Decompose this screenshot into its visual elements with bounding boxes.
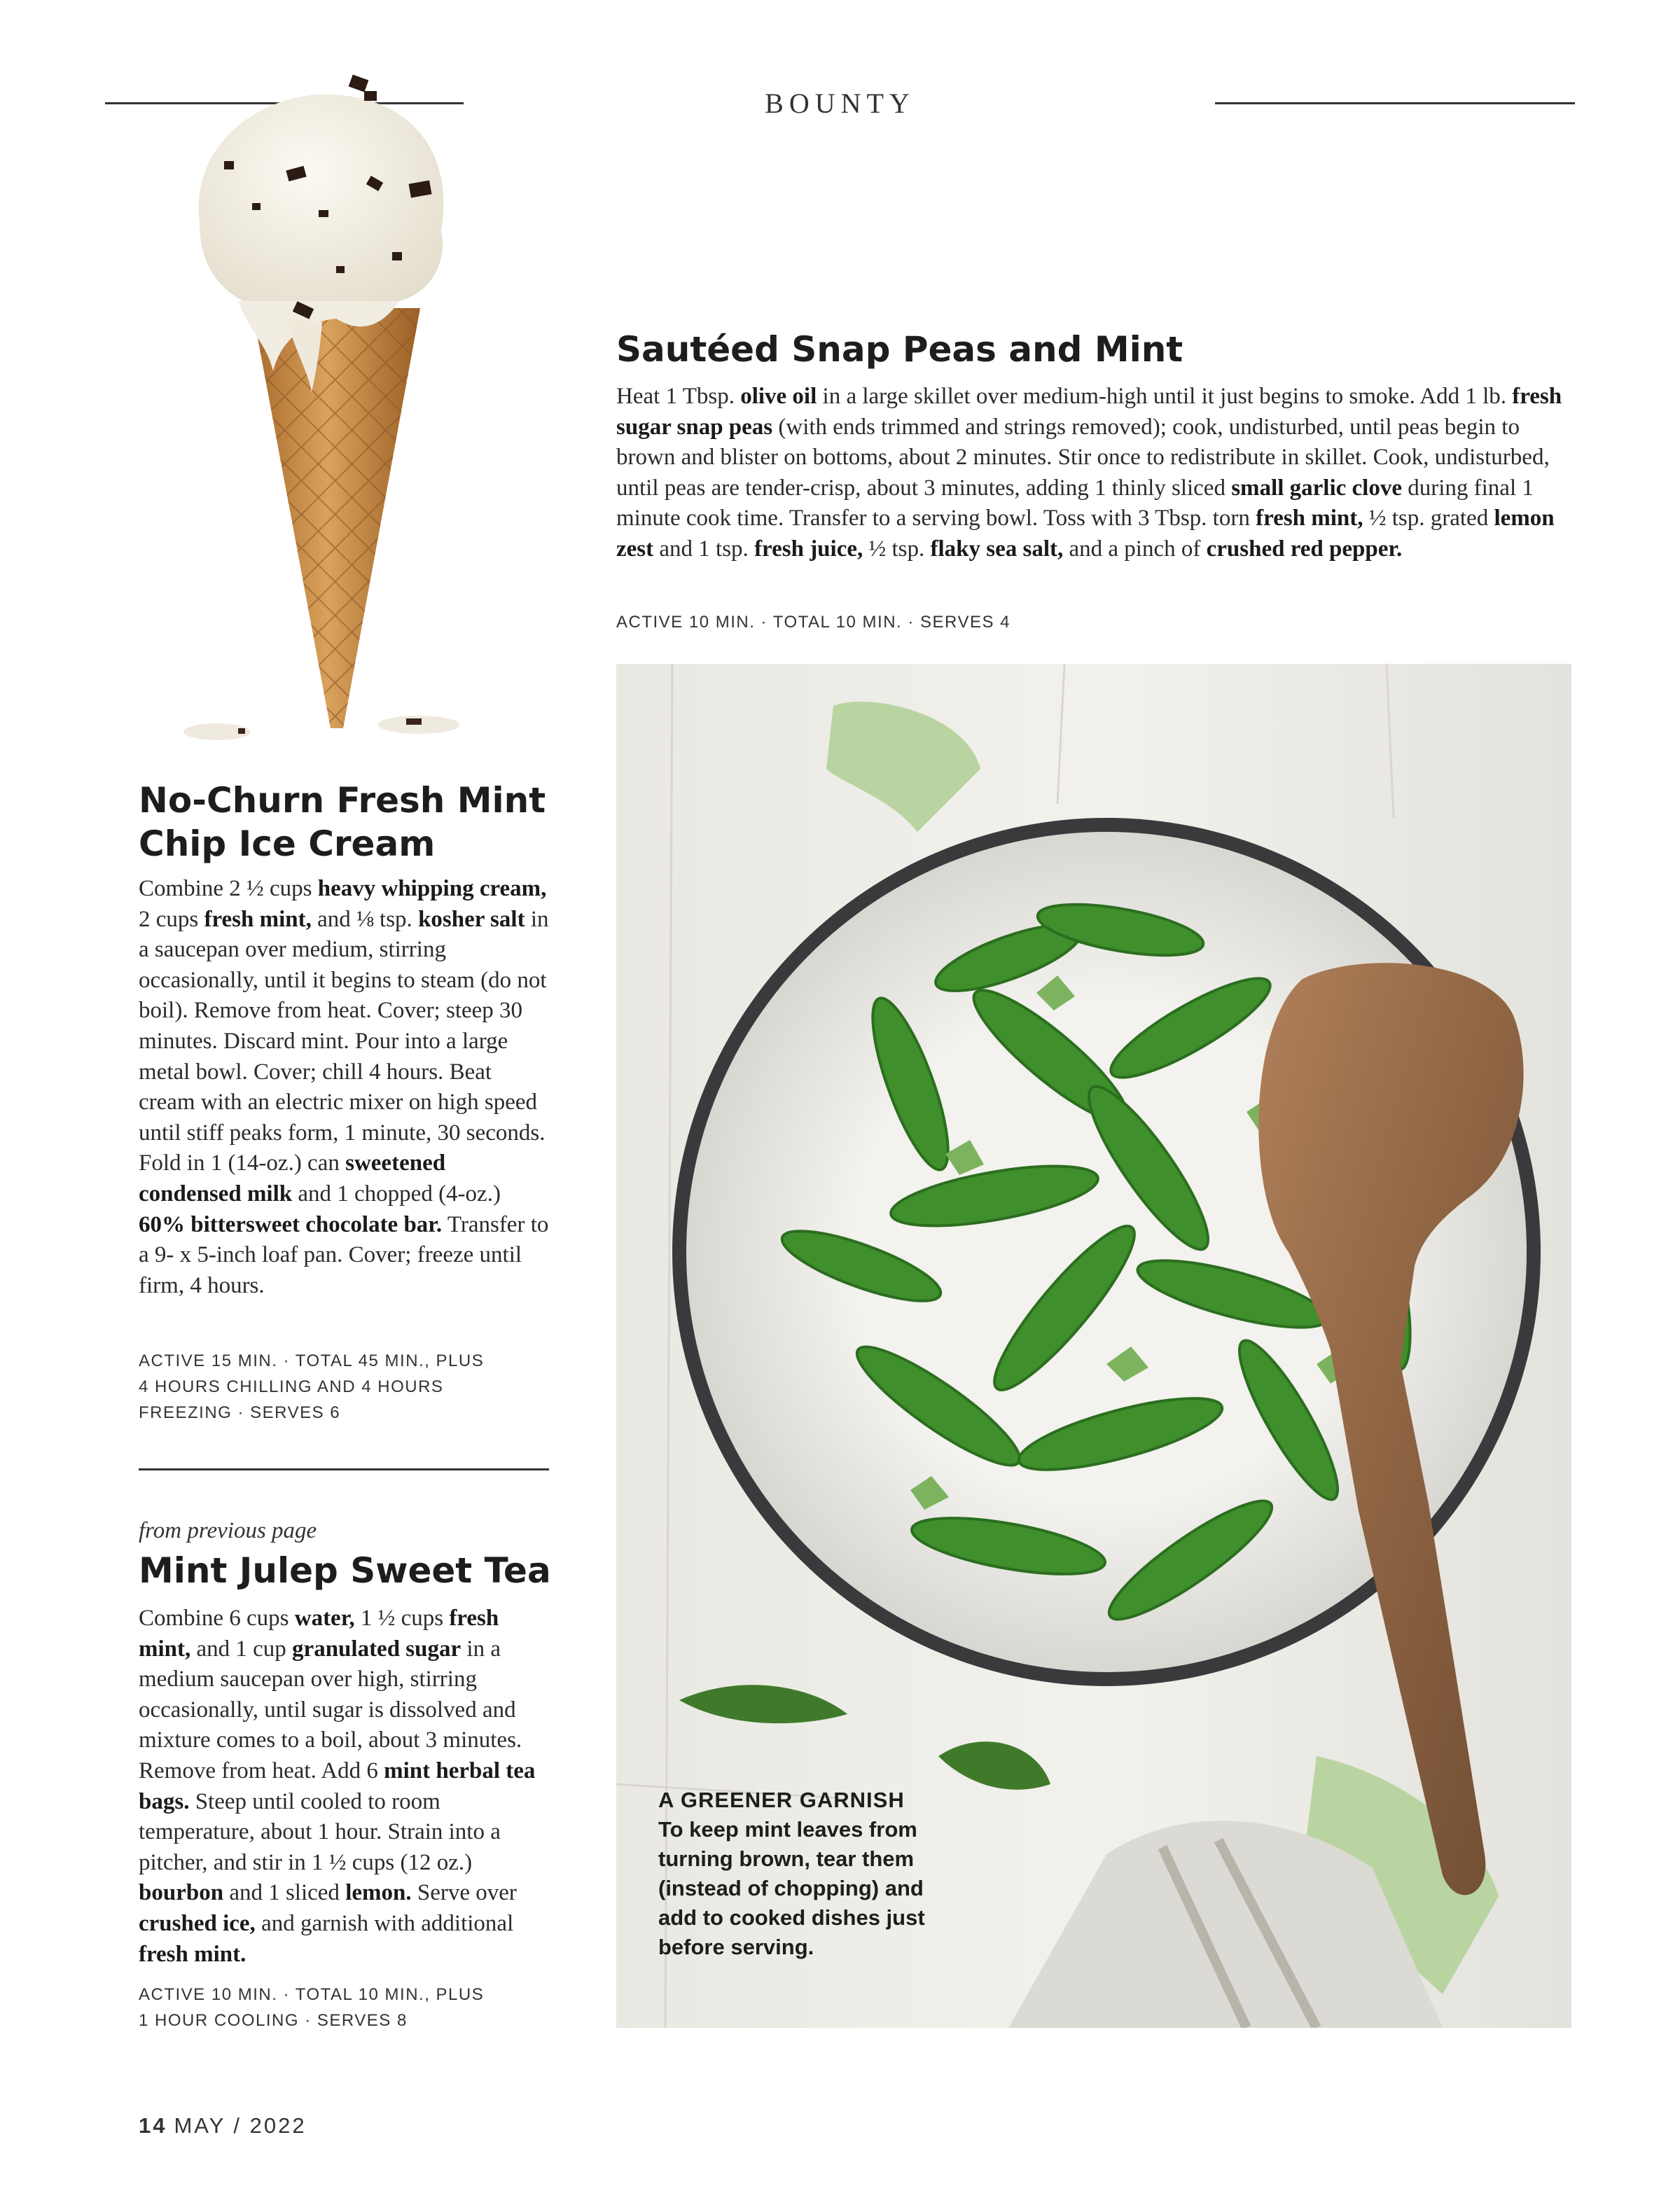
meta-line: ACTIVE 10 MIN. · TOTAL 10 MIN., PLUS [139,1985,485,2004]
ingredient-highlight: bourbon [139,1880,224,1906]
snap-peas-meta: ACTIVE 10 MIN. · TOTAL 10 MIN. · SERVES 4 [616,613,1011,632]
ingredient-highlight: water, [294,1606,355,1631]
meta-line: 4 HOURS CHILLING AND 4 HOURS [139,1377,444,1396]
sweet-tea-meta [139,1982,559,2033]
ingredient-highlight: sweetened condensed milk [139,1150,446,1206]
meta-line: 1 HOUR COOLING · SERVES 8 [139,2011,408,2030]
ingredient-highlight: crushed red pepper. [1206,536,1403,562]
ice-cream-body: Combine 2 ½ cups heavy whipping cream, 2 cups fresh mint, and ⅛ tsp. kosher salt in a saucepan over medium, stirring occasionally, until it begins to steam (do not boil). Remove from heat. Cover; steep 30 minutes. Discard mint. Pour into a large metal bowl. Cover; chill 4 hours. Beat cream with an electric mixer on high speed until stiff peaks form, 1 minute, 30 seconds. Fold in 1 (14-oz.) can sweetened condensed milk and 1 chopped (4-oz.) 60% bittersweet chocolate bar. Transfer to a 9- x 5-inch loaf pan. Cover; freeze until firm, 4 hours. [139,876,549,1298]
ingredient-highlight: small garlic clove [1231,475,1402,501]
ingredient-highlight: 60% bittersweet chocolate bar. [139,1211,443,1237]
snap-peas-title: Sautéed Snap Peas and Mint [616,329,1183,370]
sweet-tea-body: Combine 6 cups water, 1 ½ cups fresh mint, and 1 cup granulated sugar in a medium saucepan over high, stirring occasionally, until sugar is dissolved and mixture comes to a boil, about 3 minutes. Remove from heat. Add 6 mint herbal tea bags. Steep until cooled to room temperature, about 1 hour. Strain into a pitcher, and stir in 1 ½ cups (12 oz.) bourbon and 1 sliced lemon. Serve over crushed ice, and garnish with additional fresh mint. [139,1606,536,1967]
meta-line: FREEZING · SERVES 6 [139,1403,341,1422]
issue-date: MAY / 2022 [174,2113,307,2138]
ingredient-highlight: lemon. [345,1880,412,1906]
sweet-tea-kicker: from previous page [139,1518,317,1543]
ice-cream-cone-image [133,42,497,749]
ingredient-highlight: heavy whipping cream, [317,876,547,901]
section-divider [139,1468,549,1470]
ingredient-highlight: kosher salt [418,906,525,932]
ingredient-highlight: fresh mint, [204,906,312,932]
caption-text: To keep mint leaves from turning brown, tear them (instead of chopping) and add to cooked dishes just before serving. [658,1817,925,1959]
ingredient-highlight: fresh sugar snap peas [616,384,1562,440]
ingredient-highlight: flaky sea salt, [930,536,1064,562]
page-number: 14 [139,2113,167,2138]
caption-heading: A GREENER GARNISH [658,1788,905,1812]
ingredient-highlight: olive oil [740,384,817,409]
page-folio [139,2113,307,2138]
ingredient-highlight: fresh mint, [139,1606,499,1662]
ice-cream-meta [139,1348,559,1426]
meta-line: ACTIVE 15 MIN. · TOTAL 45 MIN., PLUS [139,1351,485,1370]
ingredient-highlight: fresh mint. [139,1941,247,1967]
garnish-tip-caption [658,1786,931,1962]
ingredient-highlight: lemon zest [616,506,1555,562]
ingredient-highlight: fresh mint, [1256,506,1363,531]
ingredient-highlight: mint herbal tea bags. [139,1758,536,1814]
snap-peas-body: Heat 1 Tbsp. olive oil in a large skillet over medium-high until it just begins to smoke. Add 1 lb. fresh sugar snap peas (with ends trimmed and strings removed); cook, undisturbed, until peas begin to brown and blister on bottoms, about 2 minutes. Stir once to redistribute in skillet. Cook, undisturbed, until peas are tender-crisp, about 3 minutes, adding 1 thinly sliced small garlic clove during final 1 minute cook time. Transfer to a serving bowl. Toss with 3 Tbsp. torn fresh mint, ½ tsp. grated lemon zest and 1 tsp. fresh juice, ½ tsp. flaky sea salt, and a pinch of crushed red pepper. [616,384,1562,562]
sweet-tea-title: Mint Julep Sweet Tea [139,1550,551,1591]
ingredient-highlight: crushed ice, [139,1910,256,1936]
section-header: BOUNTY [765,88,915,119]
ice-cream-title: No-Churn Fresh Mint Chip Ice Cream [139,780,546,864]
ingredient-highlight: fresh juice, [754,536,863,562]
ingredient-highlight: granulated sugar [292,1636,461,1662]
